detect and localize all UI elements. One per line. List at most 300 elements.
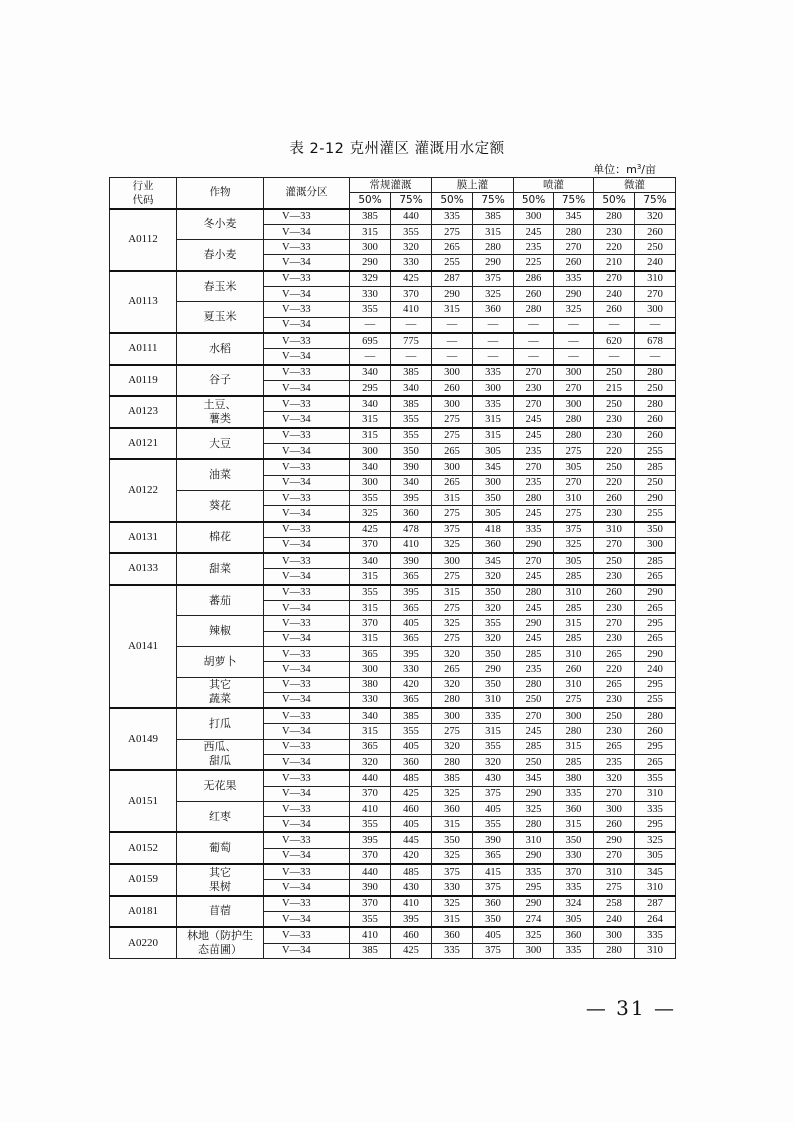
quota-value-cell: 285 (554, 601, 594, 616)
crop-name-line: 谷子 (209, 373, 231, 387)
quota-value-cell: — (554, 349, 594, 365)
quota-value-cell: 286 (514, 271, 554, 287)
quota-value-cell: 300 (432, 708, 473, 724)
zone-cell: V—34 (264, 444, 350, 460)
quota-value-cell: 410 (391, 537, 432, 553)
quota-value-cell: 315 (473, 224, 514, 239)
crop-name-line: 甜瓜 (209, 754, 231, 768)
quota-value-cell: 270 (514, 708, 554, 724)
quota-value-cell: 420 (391, 677, 432, 692)
quota-value-cell: 290 (473, 662, 514, 677)
quota-value-cell: 425 (391, 786, 432, 801)
quota-value-cell: 235 (514, 240, 554, 255)
crop-name-line: 大豆 (209, 436, 231, 450)
quota-value-cell: 350 (473, 677, 514, 692)
crop-name-line: 葡萄 (209, 841, 231, 855)
quota-value-cell: 375 (432, 864, 473, 880)
quota-value-cell: 320 (594, 770, 635, 786)
quota-value-cell: — (594, 349, 635, 365)
quota-value-cell: 355 (391, 428, 432, 444)
quota-value-cell: 215 (594, 380, 635, 396)
table-row (110, 896, 676, 912)
quota-value-cell: 385 (391, 708, 432, 724)
zone-cell: V—34 (264, 317, 350, 333)
quota-value-cell: 315 (432, 911, 473, 927)
quota-value-cell: 280 (554, 412, 594, 428)
crop-name-cell (177, 333, 264, 365)
irrigation-quota-table (109, 177, 676, 959)
zone-cell: V—33 (264, 428, 350, 444)
quota-value-cell: 325 (432, 786, 473, 801)
quota-value-cell: 360 (432, 801, 473, 816)
industry-code-cell: A0119 (110, 365, 177, 397)
quota-value-cell: 425 (350, 522, 391, 538)
quota-value-cell: 250 (594, 459, 635, 475)
quota-value-cell: 695 (350, 333, 391, 349)
quota-value-cell: 225 (514, 255, 554, 271)
quota-value-cell: 290 (635, 490, 676, 505)
zone-cell: V—34 (264, 754, 350, 770)
quota-value-cell: 300 (432, 396, 473, 412)
quota-value-cell: 300 (350, 240, 391, 255)
quota-value-cell: 345 (514, 770, 554, 786)
quota-value-cell: 260 (432, 380, 473, 396)
quota-value-cell: 320 (350, 754, 391, 770)
quota-value-cell: 275 (432, 724, 473, 739)
header-level: 50% (514, 193, 554, 209)
table-row (110, 616, 676, 631)
crop-name-cell (177, 832, 264, 864)
quota-value-cell: 235 (594, 754, 635, 770)
quota-value-cell: 285 (554, 569, 594, 585)
quota-value-cell: 350 (473, 646, 514, 661)
quota-value-cell: 260 (554, 255, 594, 271)
quota-value-cell: 315 (432, 302, 473, 317)
quota-value-cell: 210 (594, 255, 635, 271)
quota-value-cell: 290 (432, 287, 473, 302)
quota-value-cell: 370 (350, 786, 391, 801)
crop-name-line: 冬小麦 (203, 217, 237, 231)
quota-value-cell: 275 (432, 412, 473, 428)
crop-name-cell (177, 896, 264, 928)
quota-value-cell: 300 (554, 365, 594, 381)
industry-code-cell: A0181 (110, 896, 177, 928)
table-row (110, 459, 676, 475)
quota-value-cell: 345 (635, 864, 676, 880)
quota-value-cell: 410 (350, 927, 391, 943)
quota-value-cell: 260 (635, 412, 676, 428)
quota-value-cell: 260 (635, 428, 676, 444)
table-row (110, 333, 676, 349)
industry-code-cell: A0113 (110, 271, 177, 333)
quota-value-cell: 360 (391, 506, 432, 522)
crop-name-line: 苜蓿 (209, 904, 231, 918)
quota-value-cell: 280 (554, 724, 594, 739)
header-group-sprinkler: 喷灌 (514, 178, 594, 193)
header-zone: 灌溉分区 (264, 178, 350, 209)
header-level: 75% (554, 193, 594, 209)
header-crop: 作物 (177, 178, 264, 209)
industry-code-cell: A0141 (110, 585, 177, 708)
quota-value-cell: 315 (350, 428, 391, 444)
header-level: 75% (635, 193, 676, 209)
crop-name-cell (177, 801, 264, 832)
quota-value-cell: 315 (432, 490, 473, 505)
quota-value-cell: 385 (391, 365, 432, 381)
zone-cell: V—33 (264, 896, 350, 912)
quota-value-cell: 460 (391, 927, 432, 943)
quota-value-cell: 335 (554, 943, 594, 958)
quota-value-cell: 270 (514, 365, 554, 381)
crop-name-line: 油菜 (209, 468, 231, 482)
industry-code-cell: A0122 (110, 459, 177, 521)
zone-cell: V—34 (264, 848, 350, 864)
quota-value-cell: 340 (350, 553, 391, 569)
quota-value-cell: 405 (391, 739, 432, 754)
quota-value-cell: 385 (350, 209, 391, 225)
quota-value-cell: 240 (635, 255, 676, 271)
quota-value-cell: 280 (594, 943, 635, 958)
quota-value-cell: 255 (432, 255, 473, 271)
quota-value-cell: 380 (350, 677, 391, 692)
quota-value-cell: 315 (350, 224, 391, 239)
quota-value-cell: 310 (635, 880, 676, 896)
quota-value-cell: 370 (391, 287, 432, 302)
quota-value-cell: 280 (554, 428, 594, 444)
quota-value-cell: 285 (635, 459, 676, 475)
quota-value-cell: 385 (432, 770, 473, 786)
table-row (110, 739, 676, 754)
header-industry-code: 行业 代码 (110, 178, 177, 209)
crop-name-line: 胡萝卜 (203, 654, 237, 668)
quota-value-cell: 315 (554, 739, 594, 754)
quota-value-cell: 290 (350, 255, 391, 271)
quota-value-cell: 290 (514, 896, 554, 912)
table-row (110, 209, 676, 225)
quota-value-cell: 300 (514, 943, 554, 958)
quota-value-cell: 355 (473, 739, 514, 754)
zone-cell: V—34 (264, 880, 350, 896)
quota-value-cell: 335 (514, 864, 554, 880)
quota-value-cell: 320 (432, 677, 473, 692)
quota-value-cell: 315 (554, 616, 594, 631)
quota-value-cell: 360 (554, 801, 594, 816)
quota-value-cell: 355 (350, 911, 391, 927)
quota-value-cell: 320 (391, 240, 432, 255)
quota-value-cell: 260 (594, 490, 635, 505)
zone-cell: V—33 (264, 209, 350, 225)
quota-value-cell: 280 (432, 754, 473, 770)
quota-value-cell: 405 (391, 616, 432, 631)
zone-cell: V—34 (264, 662, 350, 677)
quota-value-cell: 245 (514, 631, 554, 646)
crop-name-line: 林地（防护生 (187, 929, 253, 943)
quota-value-cell: 315 (473, 724, 514, 739)
quota-value-cell: 460 (391, 801, 432, 816)
quota-value-cell: — (391, 317, 432, 333)
table-row (110, 770, 676, 786)
quota-value-cell: 300 (554, 396, 594, 412)
quota-value-cell: 415 (473, 864, 514, 880)
quota-value-cell: 405 (391, 817, 432, 833)
quota-value-cell: 395 (391, 585, 432, 601)
quota-value-cell: 250 (594, 553, 635, 569)
quota-value-cell: 275 (554, 506, 594, 522)
zone-cell: V—33 (264, 616, 350, 631)
industry-code-cell: A0131 (110, 522, 177, 554)
quota-value-cell: 315 (473, 412, 514, 428)
quota-value-cell: 275 (432, 224, 473, 239)
quota-value-cell: 255 (635, 506, 676, 522)
quota-value-cell: 340 (350, 459, 391, 475)
quota-value-cell: 345 (473, 459, 514, 475)
quota-value-cell: 330 (350, 692, 391, 708)
quota-value-cell: 240 (594, 911, 635, 927)
quota-value-cell: 355 (635, 770, 676, 786)
crop-name-line: 土豆、 (203, 397, 237, 411)
quota-value-cell: 300 (554, 708, 594, 724)
quota-value-cell: 395 (350, 832, 391, 848)
table-body (110, 209, 676, 959)
zone-cell: V—33 (264, 553, 350, 569)
quota-value-cell: 315 (350, 569, 391, 585)
quota-value-cell: 300 (594, 801, 635, 816)
quota-value-cell: 315 (350, 601, 391, 616)
crop-name-cell (177, 739, 264, 770)
quota-value-cell: 365 (350, 739, 391, 754)
quota-value-cell: 230 (594, 224, 635, 239)
quota-value-cell: 320 (473, 631, 514, 646)
quota-value-cell: 300 (350, 662, 391, 677)
quota-value-cell: 335 (635, 927, 676, 943)
quota-value-cell: 375 (473, 786, 514, 801)
quota-value-cell: 775 (391, 333, 432, 349)
quota-value-cell: 325 (514, 927, 554, 943)
crop-name-cell (177, 927, 264, 958)
quota-value-cell: 280 (514, 817, 554, 833)
quota-value-cell: 305 (554, 459, 594, 475)
quota-value-cell: 320 (473, 754, 514, 770)
table-row (110, 708, 676, 724)
quota-value-cell: 335 (554, 880, 594, 896)
quota-value-cell: 265 (594, 677, 635, 692)
quota-value-cell: 355 (350, 490, 391, 505)
quota-value-cell: 380 (554, 770, 594, 786)
quota-value-cell: 365 (391, 569, 432, 585)
unit-suffix: /亩 (641, 163, 656, 176)
quota-value-cell: 325 (514, 801, 554, 816)
quota-value-cell: 265 (635, 569, 676, 585)
quota-value-cell: 335 (554, 271, 594, 287)
zone-cell: V—33 (264, 708, 350, 724)
zone-cell: V—34 (264, 631, 350, 646)
quota-value-cell: 370 (350, 848, 391, 864)
quota-value-cell: 255 (635, 692, 676, 708)
quota-value-cell: — (473, 349, 514, 365)
quota-value-cell: 355 (350, 302, 391, 317)
zone-cell: V—34 (264, 569, 350, 585)
quota-value-cell: 295 (635, 739, 676, 754)
quota-value-cell: 240 (635, 662, 676, 677)
quota-value-cell: 250 (594, 396, 635, 412)
quota-value-cell: 320 (432, 739, 473, 754)
quota-value-cell: 405 (473, 801, 514, 816)
quota-value-cell: 245 (514, 224, 554, 239)
quota-value-cell: 290 (635, 646, 676, 661)
quota-value-cell: 325 (432, 537, 473, 553)
quota-value-cell: 285 (635, 553, 676, 569)
quota-value-cell: 275 (432, 506, 473, 522)
crop-name-line: 红枣 (209, 809, 231, 823)
quota-value-cell: 260 (554, 662, 594, 677)
quota-value-cell: 260 (635, 224, 676, 239)
quota-value-cell: 350 (432, 832, 473, 848)
quota-value-cell: 310 (473, 692, 514, 708)
quota-value-cell: 290 (514, 786, 554, 801)
quota-value-cell: 350 (635, 522, 676, 538)
table-row (110, 396, 676, 412)
zone-cell: V—34 (264, 601, 350, 616)
quota-value-cell: 370 (350, 896, 391, 912)
quota-value-cell: — (635, 349, 676, 365)
quota-value-cell: 240 (594, 287, 635, 302)
quota-value-cell: 325 (432, 616, 473, 631)
quota-value-cell: 310 (554, 490, 594, 505)
quota-value-cell: 260 (514, 287, 554, 302)
zone-cell: V—34 (264, 349, 350, 365)
quota-value-cell: — (473, 317, 514, 333)
quota-value-cell: 370 (350, 537, 391, 553)
quota-value-cell: 230 (594, 601, 635, 616)
quota-value-cell: 340 (391, 380, 432, 396)
header-level: 75% (473, 193, 514, 209)
crop-name-cell (177, 490, 264, 521)
quota-value-cell: — (514, 317, 554, 333)
crop-name-cell (177, 770, 264, 801)
quota-value-cell: 305 (473, 444, 514, 460)
quota-value-cell: 405 (473, 927, 514, 943)
quota-value-cell: 325 (554, 537, 594, 553)
quota-value-cell: 300 (432, 553, 473, 569)
table-row (110, 365, 676, 381)
quota-value-cell: 260 (635, 724, 676, 739)
quota-value-cell: 270 (554, 380, 594, 396)
crop-name-line: 西瓜、 (203, 740, 237, 754)
quota-value-cell: 230 (594, 724, 635, 739)
quota-value-cell: 335 (473, 365, 514, 381)
quota-value-cell: 385 (473, 209, 514, 225)
quota-value-cell: 270 (594, 616, 635, 631)
quota-value-cell: 395 (391, 646, 432, 661)
quota-value-cell: — (554, 317, 594, 333)
quota-value-cell: 300 (514, 209, 554, 225)
quota-value-cell: 290 (635, 585, 676, 601)
quota-value-cell: 275 (554, 444, 594, 460)
quota-value-cell: 300 (594, 927, 635, 943)
quota-value-cell: 250 (514, 754, 554, 770)
crop-name-line: 其它 (209, 678, 231, 692)
quota-value-cell: 230 (594, 692, 635, 708)
quota-value-cell: 264 (635, 911, 676, 927)
quota-value-cell: — (391, 349, 432, 365)
quota-value-cell: 285 (514, 739, 554, 754)
quota-value-cell: 335 (635, 801, 676, 816)
quota-value-cell: 330 (432, 880, 473, 896)
header-level: 50% (594, 193, 635, 209)
zone-cell: V—33 (264, 739, 350, 754)
quota-value-cell: 325 (554, 302, 594, 317)
crop-name-cell (177, 459, 264, 490)
crop-name-line: 葵花 (209, 498, 231, 512)
header-group-film: 膜上灌 (432, 178, 514, 193)
quota-value-cell: 440 (391, 209, 432, 225)
zone-cell: V—33 (264, 927, 350, 943)
quota-value-cell: 265 (635, 754, 676, 770)
zone-cell: V—34 (264, 817, 350, 833)
quota-value-cell: 340 (350, 708, 391, 724)
quota-value-cell: 350 (473, 911, 514, 927)
quota-value-cell: 290 (514, 616, 554, 631)
quota-value-cell: 324 (554, 896, 594, 912)
quota-value-cell: 390 (391, 553, 432, 569)
quota-value-cell: 245 (514, 569, 554, 585)
quota-value-cell: — (432, 317, 473, 333)
quota-value-cell: 315 (432, 817, 473, 833)
quota-value-cell: 350 (391, 444, 432, 460)
quota-value-cell: 295 (635, 616, 676, 631)
table-row (110, 864, 676, 880)
zone-cell: V—34 (264, 506, 350, 522)
quota-value-cell: 230 (594, 412, 635, 428)
quota-value-cell: 220 (594, 240, 635, 255)
quota-value-cell: — (594, 317, 635, 333)
quota-value-cell: 310 (635, 271, 676, 287)
zone-cell: V—33 (264, 490, 350, 505)
quota-value-cell: 280 (473, 240, 514, 255)
quota-value-cell: 410 (350, 801, 391, 816)
industry-code-cell: A0123 (110, 396, 177, 428)
crop-name-line: 棉花 (209, 530, 231, 544)
crop-name-line: 薯类 (209, 411, 231, 425)
quota-value-cell: 270 (594, 271, 635, 287)
unit-label (593, 161, 656, 177)
quota-value-cell: 360 (473, 896, 514, 912)
quota-value-cell: 290 (514, 848, 554, 864)
quota-value-cell: 330 (391, 255, 432, 271)
quota-value-cell: 280 (635, 708, 676, 724)
quota-value-cell: 335 (432, 209, 473, 225)
crop-name-line: 其它 (209, 865, 231, 879)
quota-value-cell: 335 (432, 943, 473, 958)
quota-value-cell: 300 (635, 302, 676, 317)
zone-cell: V—34 (264, 287, 350, 302)
zone-cell: V—33 (264, 646, 350, 661)
quota-value-cell: — (350, 317, 391, 333)
quota-value-cell: 265 (432, 444, 473, 460)
quota-value-cell: 365 (391, 631, 432, 646)
quota-value-cell: — (432, 333, 473, 349)
quota-value-cell: 220 (594, 662, 635, 677)
quota-value-cell: 235 (514, 475, 554, 490)
industry-code-cell: A0121 (110, 428, 177, 460)
crop-name-cell (177, 365, 264, 397)
quota-value-cell: — (514, 349, 554, 365)
quota-value-cell: 620 (594, 333, 635, 349)
quota-value-cell: 330 (391, 662, 432, 677)
crop-name-cell (177, 616, 264, 647)
quota-value-cell: 270 (594, 786, 635, 801)
crop-name-cell (177, 271, 264, 302)
